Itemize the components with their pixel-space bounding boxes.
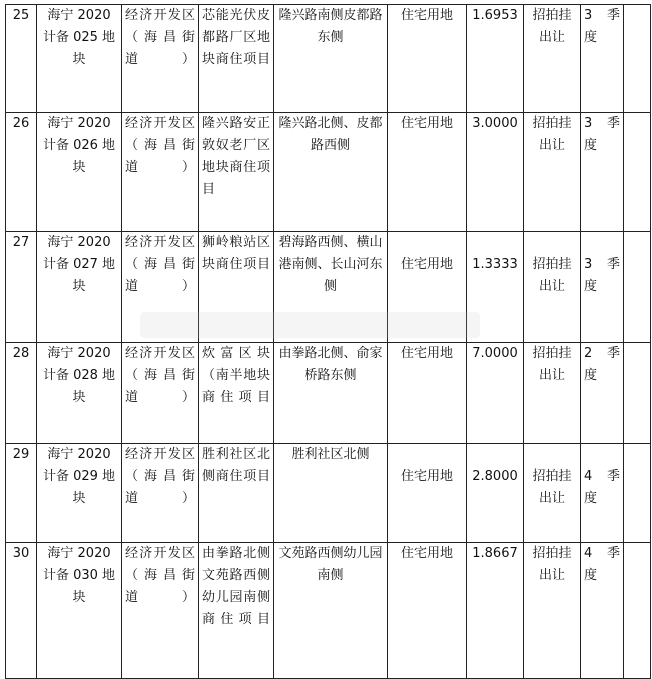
- project-name: 狮岭粮站区块商住项目: [199, 232, 274, 343]
- land-use: 住宅用地: [388, 543, 467, 679]
- project-name: 炊富区块（南半地块商住项目: [199, 343, 274, 444]
- plot-name: 海宁 2020 计备 028 地块: [37, 343, 122, 444]
- supply-time: 3 季度: [581, 5, 624, 113]
- area: 1.3333: [467, 232, 524, 343]
- supply-time: 4 季度: [581, 543, 624, 679]
- project-name: 由拳路北侧文苑路西侧幼儿园南侧商住项目: [199, 543, 274, 679]
- supply-mode: 招拍挂出让: [524, 113, 581, 232]
- area: 3.0000: [467, 113, 524, 232]
- area: 1.6953: [467, 5, 524, 113]
- location: 碧海路西侧、横山港南侧、长山河东侧: [274, 232, 388, 343]
- supply-mode: 招拍挂出让: [524, 232, 581, 343]
- supply-mode: 招拍挂出让: [524, 543, 581, 679]
- location: 隆兴路南侧皮都路东侧: [274, 5, 388, 113]
- location: 由拳路北侧、俞家桥路东侧: [274, 343, 388, 444]
- supply-mode: 招拍挂出让: [524, 444, 581, 543]
- district: 经济开发区（海昌街道）: [122, 5, 199, 113]
- supply-time: 4 季度: [581, 444, 624, 543]
- project-name: 胜利社区北侧商住项目: [199, 444, 274, 543]
- table-row: [6, 5, 651, 113]
- land-plan-table: [5, 4, 651, 679]
- blank-cell: [624, 343, 651, 444]
- blank-cell: [624, 543, 651, 679]
- area: 1.8667: [467, 543, 524, 679]
- row-number: 29: [6, 444, 37, 543]
- row-number: 28: [6, 343, 37, 444]
- plot-name: 海宁 2020 计备 027 地块: [37, 232, 122, 343]
- blank-cell: [624, 5, 651, 113]
- table-row: [6, 444, 651, 543]
- location: 隆兴路北侧、皮都路西侧: [274, 113, 388, 232]
- table-row: [6, 543, 651, 679]
- blank-cell: [624, 232, 651, 343]
- district: 经济开发区（海昌街道）: [122, 232, 199, 343]
- area: 2.8000: [467, 444, 524, 543]
- supply-time: 2 季度: [581, 343, 624, 444]
- row-number: 25: [6, 5, 37, 113]
- supply-mode: 招拍挂出让: [524, 343, 581, 444]
- supply-time: 3 季度: [581, 113, 624, 232]
- project-name: 隆兴路安正敦奴老厂区地块商住项目: [199, 113, 274, 232]
- table-row: [6, 113, 651, 232]
- district: 经济开发区（海昌街道）: [122, 444, 199, 543]
- plot-name: 海宁 2020 计备 029 地块: [37, 444, 122, 543]
- district: 经济开发区（海昌街道）: [122, 543, 199, 679]
- area: 7.0000: [467, 343, 524, 444]
- district: 经济开发区（海昌街道）: [122, 113, 199, 232]
- plot-name: 海宁 2020 计备 026 地块: [37, 113, 122, 232]
- row-number: 26: [6, 113, 37, 232]
- district: 经济开发区（海昌街道）: [122, 343, 199, 444]
- location: 文苑路西侧幼儿园南侧: [274, 543, 388, 679]
- plot-name: 海宁 2020 计备 030 地块: [37, 543, 122, 679]
- land-use: 住宅用地: [388, 232, 467, 343]
- row-number: 30: [6, 543, 37, 679]
- blank-cell: [624, 444, 651, 543]
- plot-name: 海宁 2020 计备 025 地块: [37, 5, 122, 113]
- supply-time: 3 季度: [581, 232, 624, 343]
- land-use: 住宅用地: [388, 343, 467, 444]
- land-use: 住宅用地: [388, 5, 467, 113]
- project-name: 芯能光伏皮都路厂区地块商住项目: [199, 5, 274, 113]
- location: 胜利社区北侧: [274, 444, 388, 543]
- watermark-overlay: [140, 312, 480, 338]
- supply-mode: 招拍挂出让: [524, 5, 581, 113]
- blank-cell: [624, 113, 651, 232]
- table-row: [6, 343, 651, 444]
- land-use: 住宅用地: [388, 444, 467, 543]
- row-number: 27: [6, 232, 37, 343]
- land-use: 住宅用地: [388, 113, 467, 232]
